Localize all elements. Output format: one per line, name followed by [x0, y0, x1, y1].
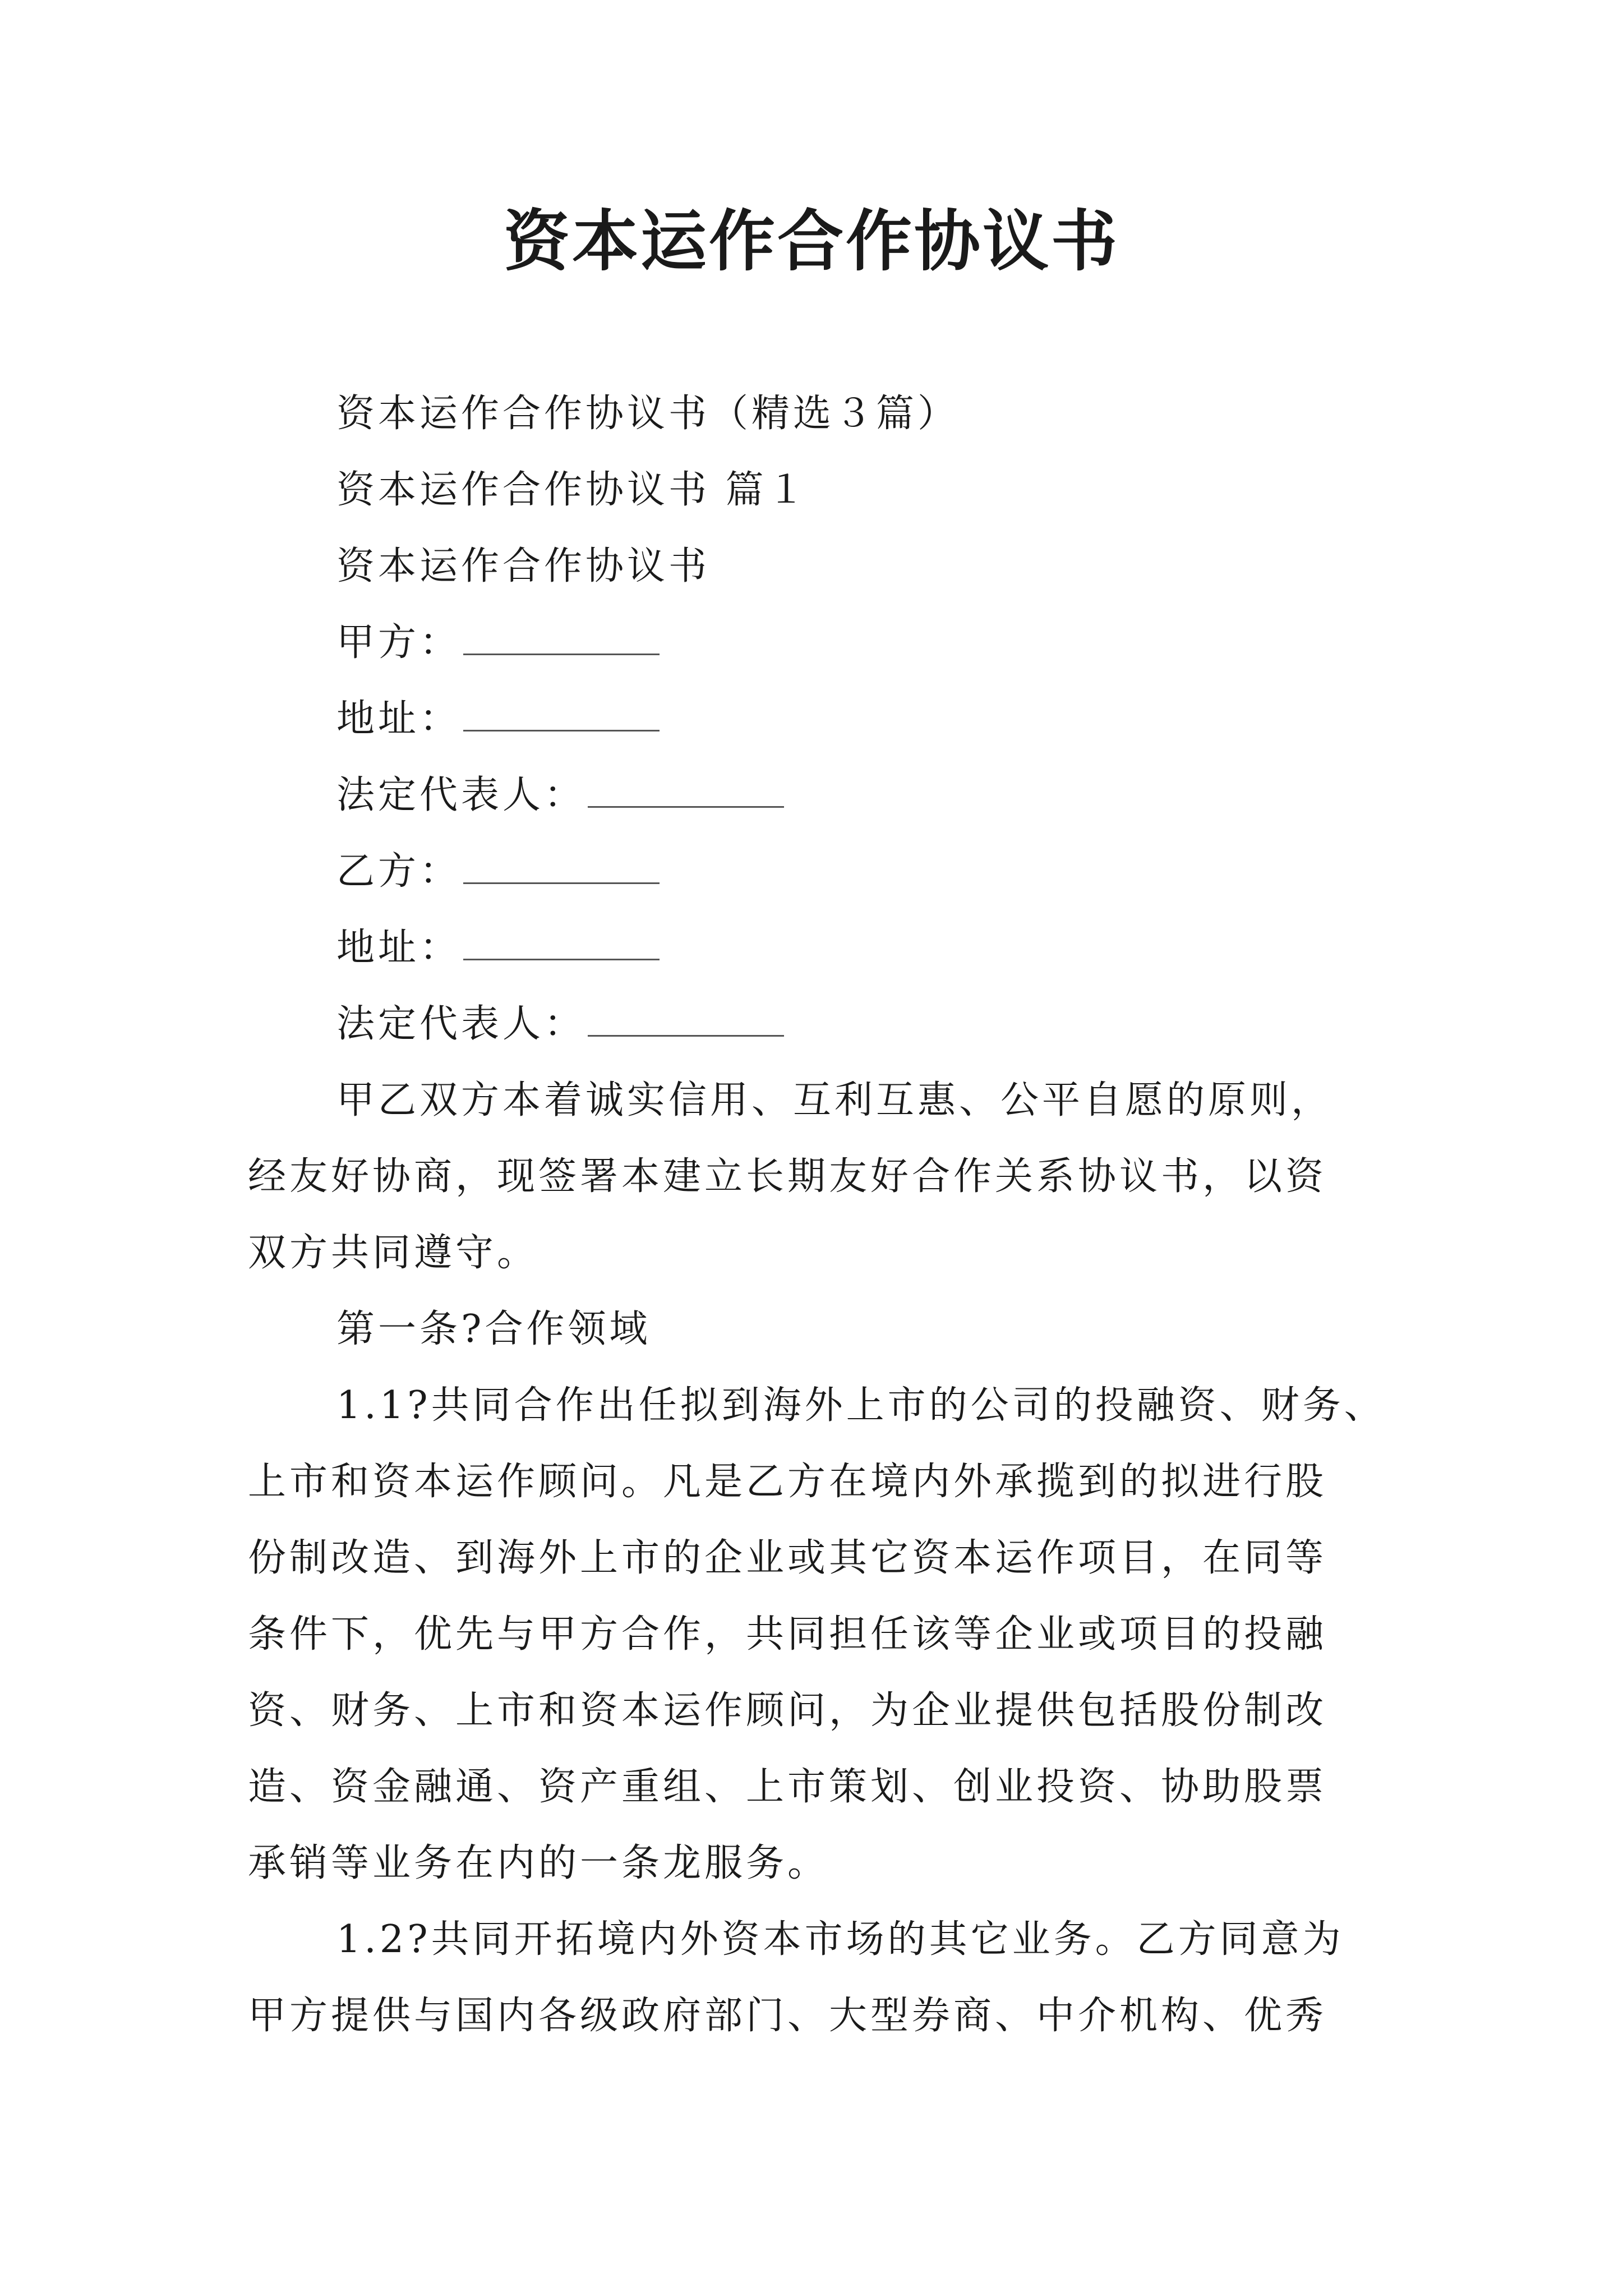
party-a-rep-label: 法定代表人：	[336, 773, 586, 817]
party-a-address-row	[336, 692, 660, 746]
party-a-rep-row	[336, 769, 784, 822]
subtitle: 资本运作合作协议书（精选３篇）	[336, 392, 960, 436]
party-b-address-label: 地址：	[336, 926, 462, 970]
party-a-rep-blank	[588, 805, 784, 808]
party-a-label: 甲方：	[336, 620, 462, 665]
clause-1-2-line-2: 甲方提供与国内各级政府部门、大型券商、中介机构、优秀	[248, 1994, 1327, 2038]
article-1-heading: 第一条?合作领域	[336, 1307, 651, 1351]
party-b-row	[336, 845, 660, 899]
intro-line-3: 双方共同遵守。	[248, 1231, 539, 1275]
clause-1-1-line-5: 资、财务、上市和资本运作顾问，为企业提供包括股份制改	[248, 1688, 1327, 1733]
document-title: 资本运作合作协议书	[503, 202, 1119, 280]
party-b-rep-row	[336, 997, 784, 1051]
party-a-address-blank	[463, 729, 660, 731]
party-a-row	[336, 616, 660, 670]
intro-line-2: 经友好协商，现签署本建立长期友好合作关系协议书，以资	[248, 1154, 1327, 1199]
party-b-rep-blank	[588, 1034, 784, 1037]
clause-1-1-line-3: 份制改造、到海外上市的企业或其它资本运作项目，在同等	[248, 1536, 1327, 1580]
party-b-rep-label: 法定代表人：	[336, 1002, 586, 1046]
party-a-blank	[463, 652, 660, 655]
intro-line-1: 甲乙双方本着诚实信用、互利互惠、公平自愿的原则，	[336, 1078, 1333, 1122]
party-b-address-blank	[463, 958, 660, 960]
clause-1-1-line-2: 上市和资本运作顾问。凡是乙方在境内外承揽到的拟进行股	[248, 1460, 1327, 1504]
clause-1-1-line-7: 承销等业务在内的一条龙服务。	[248, 1841, 829, 1885]
clause-1-1-line-6: 造、资金融通、资产重组、上市策划、创业投资、协助股票	[248, 1765, 1327, 1809]
clause-1-1-line-1: 1.1?共同合作出任拟到海外上市的公司的投融资、财务、	[336, 1383, 1386, 1428]
party-b-label: 乙方：	[336, 849, 462, 894]
clause-1-1-line-4: 条件下，优先与甲方合作，共同担任该等企业或项目的投融	[248, 1612, 1327, 1657]
clause-1-2-line-1: 1.2?共同开拓境内外资本市场的其它业务。乙方同意为	[336, 1917, 1344, 1962]
doc-name: 资本运作合作协议书	[336, 544, 711, 588]
section-heading: 资本运作合作协议书 篇１	[336, 468, 809, 512]
party-b-address-row	[336, 921, 660, 975]
party-a-address-label: 地址：	[336, 697, 462, 741]
party-b-blank	[463, 881, 660, 884]
